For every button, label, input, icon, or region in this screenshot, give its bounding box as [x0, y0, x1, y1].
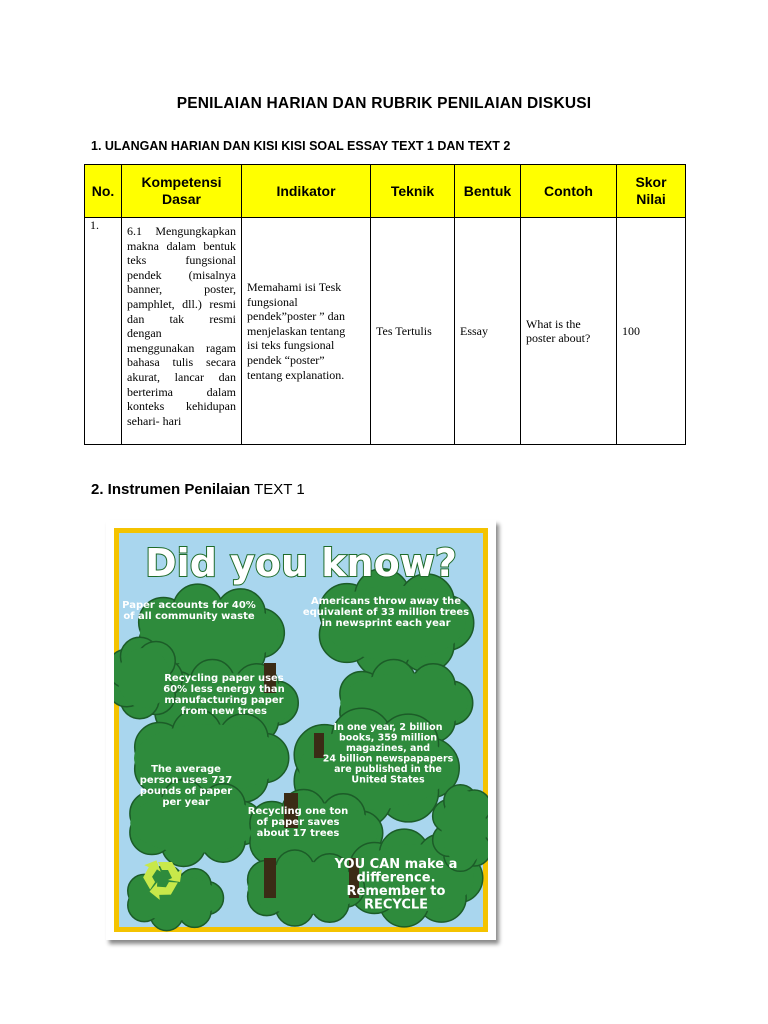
kompetensi-dasar-line: konteks kehidupan [127, 399, 236, 414]
call-to-action-text: difference. [356, 870, 436, 886]
indikator-line: menjelaskan tentang [247, 323, 346, 338]
header-skor-line2: Nilai [636, 191, 666, 207]
kompetensi-dasar-line: makna dalam bentuk [127, 238, 236, 253]
header-teknik: Teknik [371, 165, 455, 218]
cell-indikator [242, 218, 371, 445]
header-contoh: Contoh [521, 165, 617, 218]
header-skor-line1: Skor [635, 174, 667, 190]
fact-pounds-text: per year [162, 797, 210, 808]
cell-no: 1. [85, 218, 122, 445]
recycling-poster [114, 528, 488, 932]
poster-headline: Did you know? [145, 541, 457, 585]
page-title: PENILAIAN HARIAN DAN RUBRIK PENILAIAN DISKUSI [176, 95, 592, 112]
kompetensi-dasar-line: banner, poster, [127, 282, 236, 297]
tree-canopy-core [442, 791, 487, 866]
fact-publications-text: United States [351, 774, 425, 786]
fact-energy-text: from new trees [181, 706, 267, 717]
indikator-line: fungsional [247, 294, 298, 309]
cell-kompetensi-dasar [122, 218, 242, 445]
kompetensi-dasar-line: akurat, lancar dan [127, 369, 236, 384]
kompetensi-dasar-line: berterima dalam [127, 384, 236, 399]
header-no: No. [85, 165, 122, 218]
fact-energy-text: manufacturing paper [164, 695, 284, 706]
kisi-kisi-table [84, 164, 686, 445]
tree-canopy-core [118, 648, 171, 708]
kompetensi-dasar-line: pendek (misalnya [127, 267, 236, 282]
fact-publications-text: are published in the [334, 764, 442, 775]
kompetensi-dasar-line: dengan [127, 326, 162, 341]
indikator-line: tentang explanation. [247, 367, 345, 382]
fact-publications-text: magazines, and [345, 743, 431, 754]
recycling-poster-frame [106, 520, 496, 940]
fact-publications-text: 24 billion newspapapers [322, 753, 454, 765]
fact-newsprint-text: Americans throw away the [310, 596, 462, 607]
section-2-rest: TEXT 1 [250, 481, 305, 498]
fact-pounds-text: person uses 737 [139, 775, 233, 786]
cell-contoh [521, 218, 617, 445]
kompetensi-dasar-line: sehari- hari [127, 413, 182, 428]
table-row [85, 218, 686, 445]
contoh-line2: poster about? [526, 331, 591, 346]
call-to-action-text: YOU CAN make a [334, 857, 458, 872]
indikator-line: Memahami isi Tesk [247, 280, 342, 295]
fact-publications-text: books, 359 million [338, 732, 438, 744]
indikator-line: pendek”poster ” dan [247, 309, 345, 324]
section-2-heading [91, 481, 305, 498]
fact-trees-text: about 17 trees [256, 828, 340, 839]
kompetensi-dasar-line: 6.1 Mengungkapkan [127, 224, 236, 238]
kompetensi-dasar-line: menggunakan ragam [127, 340, 236, 355]
cell-teknik: Tes Tertulis [371, 218, 455, 445]
tree-canopy-core [129, 876, 219, 921]
kompetensi-dasar-line: teks fungsional [127, 253, 236, 268]
header-bentuk: Bentuk [455, 165, 521, 218]
cell-bentuk: Essay [455, 218, 521, 445]
fact-trees-text: Recycling one ton [247, 806, 349, 817]
call-to-action-text: RECYCLE [363, 897, 429, 913]
fact-trees-text: of paper saves [256, 817, 340, 828]
cell-skor: 100 [617, 218, 686, 445]
fact-pounds-text: pounds of paper [139, 786, 233, 797]
header-skor-nilai [617, 165, 686, 218]
kompetensi-dasar-line: pamphlet, dll.) resmi [127, 296, 236, 311]
header-kompetensi-dasar [122, 165, 242, 218]
fact-waste-text: Paper accounts for 40% [122, 600, 256, 611]
fact-pounds-text: The average [151, 764, 221, 775]
fact-energy-text: Recycling paper uses [164, 673, 284, 684]
fact-publications-text: In one year, 2 billion [333, 722, 443, 733]
tree-trunk [264, 858, 276, 898]
call-to-action-text: Remember to [346, 884, 446, 899]
fact-newsprint-text: in newsprint each year [321, 618, 451, 629]
contoh-line1: What is the [526, 316, 581, 331]
indikator-line: isi teks fungsional [247, 338, 335, 353]
fact-waste-text: of all community waste [123, 611, 255, 622]
table-header-row [85, 165, 686, 218]
kompetensi-dasar-line: bahasa tulis secara [127, 355, 236, 370]
header-kd-line2: Dasar [162, 191, 201, 207]
header-indikator: Indikator [242, 165, 371, 218]
fact-newsprint-text: equivalent of 33 million trees [302, 607, 470, 618]
header-kd-line1: Kompetensi [141, 174, 222, 190]
section-1-heading: 1. ULANGAN HARIAN DAN KISI KISI SOAL ESSAY TEXT 1 DAN TEXT 2 [91, 139, 511, 153]
section-2-bold: 2. Instrumen Penilaian [91, 481, 251, 498]
indikator-line: pendek “poster” [247, 353, 325, 368]
fact-energy-text: 60% less energy than [163, 684, 285, 695]
kompetensi-dasar-line: dan tak resmi [127, 311, 236, 326]
